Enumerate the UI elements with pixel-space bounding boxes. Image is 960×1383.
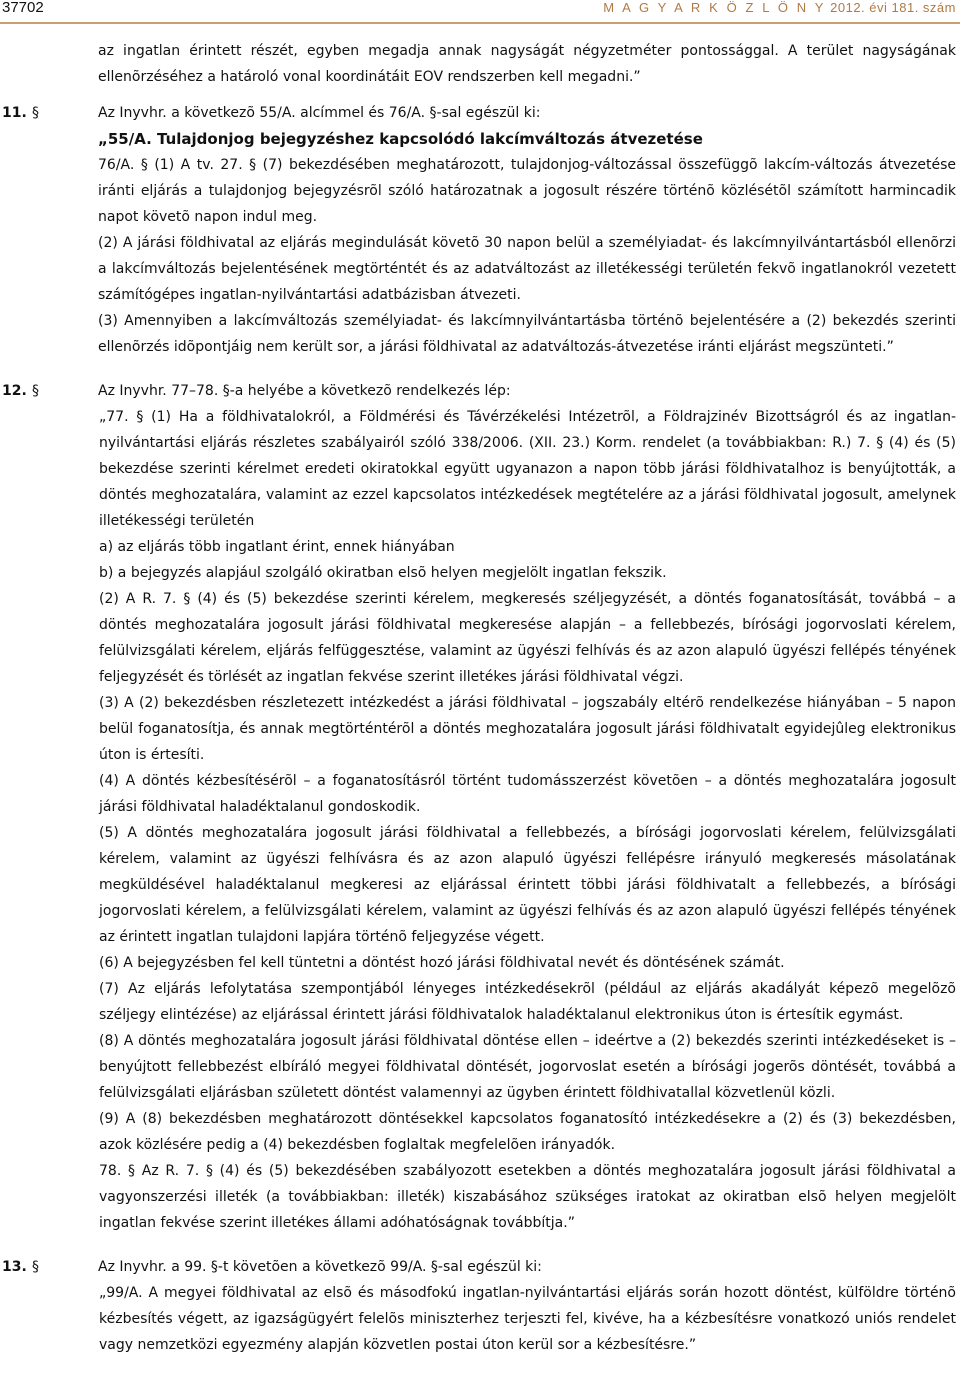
paragraph: (3) A (2) bekezdésben részletezett intézkedést a járási földhivatal – jogszabály eltérõ rendelkezése hiányában – 5 napon belül foganatosítja, és annak megtörténtérõl a döntés meghozatalára jogosult járási földhivatalt egyidejûleg elektronikus úton is értesíti. [99,695,956,763]
paragraph: (2) A R. 7. § (4) és (5) bekezdése szerinti kérelem, megkeresés széljegyzését, a döntés foganatosítását, továbbá – a döntés meghozatalára jogosult járási földhivatal megkeresése alapján – a fellebbezés, bírósági jogorvoslati kérelem, felülvizsgálati kérelem, eljárás felfüggesztése, valamint az ügyészi felhívás és az azon alapuló ügyészi fellépés tényének feljegyzését és törlését az ingatlan fekvése szerint illetékes járási földhivatal végzi. [99,591,956,685]
paragraph: „99/A. A megyei földhivatal az elsõ és másodfokú ingatlan-nyilvántartási eljárás során hozott döntést, külföldre történõ kézbesítés végett, az igazságügyért felelõs miniszterhez terjeszti fel, kivéve, ha a kézbesítésre vonatkozó uniós rendelet vagy nemzetközi egyezmény alapján közvetlen postai úton kerül sor a kézbesítésre.” [99,1285,956,1353]
section-number: 12. [2,383,27,399]
section-11-heading [0,100,960,126]
paragraph: (3) Amennyiben a lakcímváltozás személyiadat- és lakcímnyilvántartásba történõ bejelentésére a (2) bekezdés szerinti ellenõrzés idõpontjáig nem került sor, a járási földhivatal az adatváltozás-átvezetése iránti eljárást megszünteti.” [98,313,956,355]
issue-label: 2012. évi 181. szám [830,0,956,15]
paragraph: (4) A döntés kézbesítésérõl – a foganatosításról történt tudomásszerzést követõen – a döntés meghozatalára jogosult járási földhivatal haladéktalanul gondoskodik. [99,773,956,815]
paragraph: (5) A döntés meghozatalára jogosult járási földhivatal a fellebbezés, a bírósági jogorvoslati kérelem, felülvizsgálati kérelem, valamint az ügyészi felhívásra és az azon alapuló ügyészi fellépésre irányuló megkeresés másolatának megküldésével haladéktalanul megkeresi az eljárással érintett többi járási földhivatalt a fellebbezés, a bírósági jogorvoslati kérelem, a felülvizsgálati kérelem, valamint az ügyészi felhívás és az azon alapuló ügyészi fellépés tényének az érintett ingatlan tulajdoni lapjára történõ feljegyzése végett. [99,825,956,945]
section-number: 13. [2,1259,27,1275]
subtitle: „55/A. Tulajdonjog bejegyzéshez kapcsolódó lakcímváltozás átvezetése [98,130,703,148]
page-number: 37702 [2,0,44,16]
header-rule [0,22,960,24]
section-lead: Az Inyvhr. 77–78. §-a helyébe a következõ rendelkezés lép: [98,383,511,399]
paragraph: „77. § (1) Ha a földhivatalokról, a Földmérési és Távérzékelési Intézetrõl, a Földrajzinév Bizottságról és az ingatlan-nyilvántartási eljárás részletes szabályairól szóló 338/2006. (XII. 23.) Korm. rendelet (a továbbiakban: R.) 7. § (4) és (5) bekezdése szerinti kérelmet eredeti okiratokkal együtt ugyanazon a napon több járási földhivatalhoz is benyújtották, a döntés meghozatalára, valamint az ezzel kapcsolatos intézkedések megtételére az a járási földhivatal jogosult, amelynek illetékességi területén [99,409,956,529]
section-sign: § [32,1259,39,1275]
intro-paragraph: az ingatlan érintett részét, egyben megadja annak nagyságát négyzetméter pontossággal. A terület nagyságának ellenõrzéséhez a határoló vonal koordinátáit EOV rendszerben kell megadni.” [98,43,956,85]
paragraph: (9) A (8) bekezdésben meghatározott döntésekkel kapcsolatos foganatosító intézkedésekre a (2) és (3) bekezdésben, azok közlésére pedig a (4) bekezdésben foglaltak megfelelõen irányadók. [99,1111,956,1153]
paragraph: 76/A. § (1) A tv. 27. § (7) bekezdésében meghatározott, tulajdonjog-változással összefüggõ lakcím-változás átvezetése iránti eljárás a tulajdonjog bejegyzésrõl szóló határozatnak a jogosult részére történõ közlésétõl számított harmincadik napot követõ napon indul meg. [98,157,956,225]
section-lead: Az Inyvhr. a 99. §-t követõen a következõ 99/A. §-sal egészül ki: [98,1259,542,1275]
section-12-heading [0,378,960,404]
section-13-heading [0,1254,960,1280]
paragraph: (8) A döntés meghozatalára jogosult járási földhivatal döntése ellen – ideértve a (2) bekezdés szerinti intézkedéseket is – benyújtott fellebbezést elbíráló megyei földhivatal döntését, jogorvoslat esetén a bírósági jogerõs döntését, továbbá a felülvizsgálati eljárásban született döntést valamennyi az ügyben érintett földhivatallal közvetlenül közli. [99,1033,956,1101]
section-sign: § [32,105,39,121]
page-header [0,0,960,22]
paragraph: 78. § Az R. 7. § (4) és (5) bekezdésében szabályozott esetekben a döntés meghozatalára jogosult járási földhivatal a vagyonszerzési illeték (a továbbiakban: illeték) kiszabásához szükséges iratokat az okiratban elsõ helyen megjelölt ingatlan fekvése szerint illetékes állami adóhatóságnak továbbítja.” [99,1163,956,1231]
list-item: b) a bejegyzés alapjául szolgáló okiratban elsõ helyen megjelölt ingatlan fekszik. [99,565,667,581]
document-body [0,38,960,1358]
section-sign: § [32,383,39,399]
paragraph: (7) Az eljárás lefolytatása szempontjából lényeges intézkedésekrõl (például az eljárás akadályát képezõ megelõzõ széljegy elintézése) az eljárással érintett járási földhivatalok haladéktalanul elektronikus úton is értesítik egymást. [99,981,956,1023]
paragraph: (2) A járási földhivatal az eljárás megindulását követõ 30 napon belül a személyiadat- és lakcímnyilvántartásból ellenõrzi a lakcímváltozás bejelentésének megtörténtét és az adatváltozást az illetékességi területén fekvõ ingatlanokról vezetett számítógépes ingatlan-nyilvántartási adatbázisban átvezeti. [98,235,956,303]
paragraph: (6) A bejegyzésben fel kell tüntetni a döntést hozó járási földhivatal nevét és döntésének számát. [99,955,785,971]
section-lead: Az Inyvhr. a következõ 55/A. alcímmel és 76/A. §-sal egészül ki: [98,105,541,121]
journal-title: M A G Y A R K Ö Z L Ö N Y [603,0,827,15]
section-number: 11. [2,105,27,121]
running-header [603,0,956,15]
list-item: a) az eljárás több ingatlant érint, ennek hiányában [99,539,455,555]
